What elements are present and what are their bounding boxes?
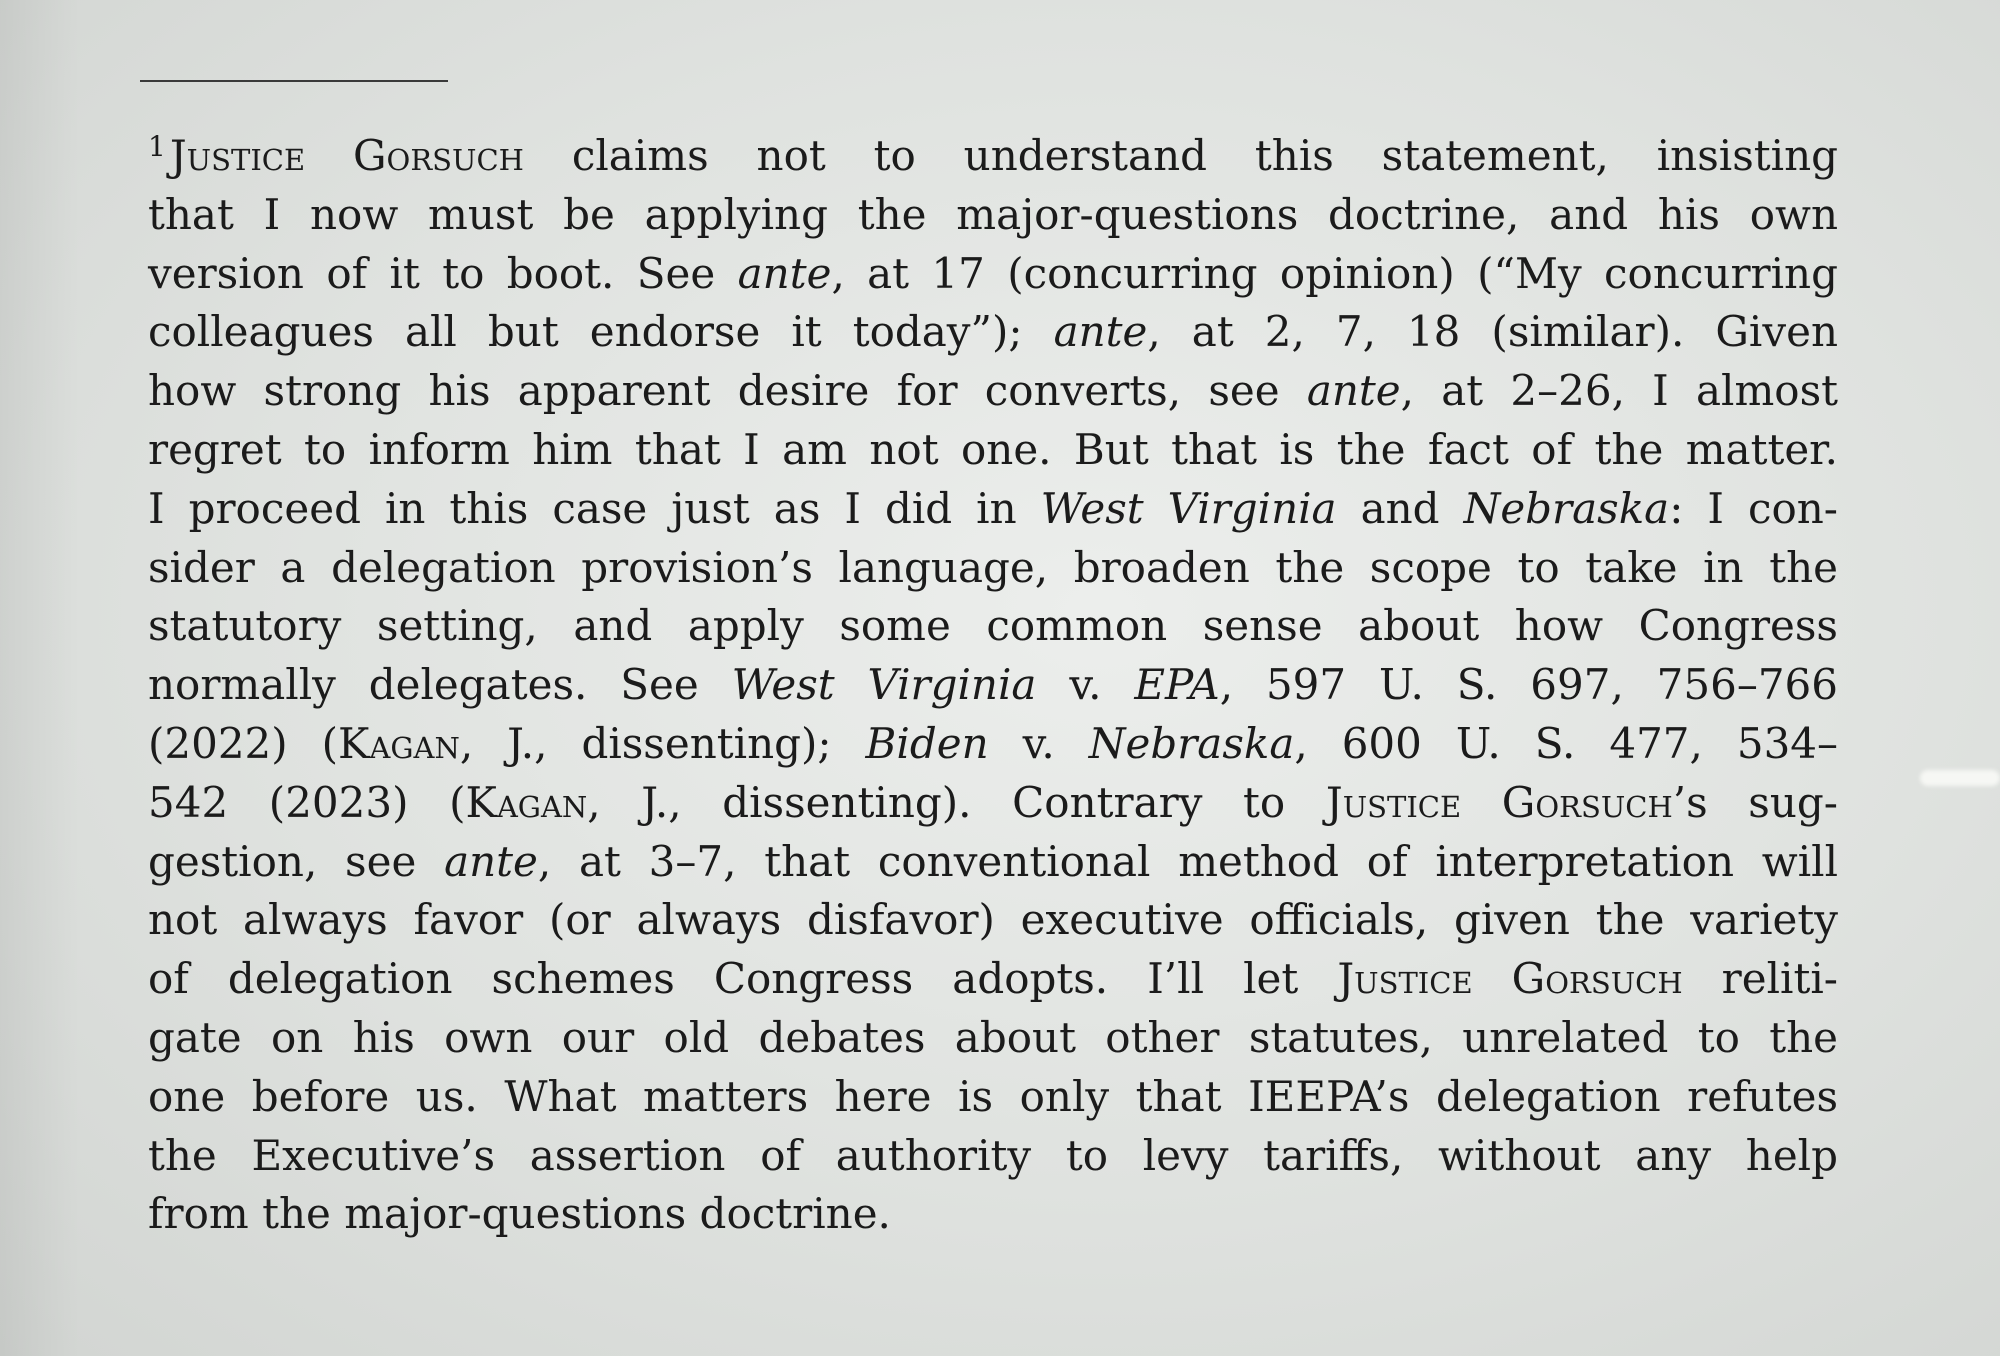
footnote-separator-rule — [140, 80, 448, 82]
text-run: one before us. What matters here is only that IEEPA’s delegation refutes — [148, 1071, 1838, 1121]
text-run: colleagues all but endorse it today”); — [148, 307, 1054, 357]
footnote-line — [148, 118, 1838, 186]
footnote — [148, 118, 1838, 1244]
text-run: sider a delegation provision’s language, broaden the scope to take in the — [148, 542, 1838, 592]
justice-name: Justice Gorsuch — [1325, 777, 1673, 827]
text-run: claims not to understand this statement, insisting — [523, 131, 1838, 180]
text-run: 542 (2023) ( — [148, 777, 466, 827]
text-run: not always favor (or always disfavor) executive officials, given the variety — [148, 895, 1838, 945]
justice-name: Kagan — [465, 777, 588, 827]
footnote-line — [148, 186, 1838, 245]
footnote-line — [148, 950, 1838, 1009]
justice-name: Justice Gorsuch — [169, 131, 524, 180]
text-run: and — [1336, 483, 1464, 533]
case-name: EPA — [1134, 660, 1220, 710]
footnote-line — [148, 362, 1838, 421]
footnote-line — [148, 421, 1838, 480]
text-run: gate on his own our old debates about other statutes, unrelated to the — [148, 1012, 1838, 1062]
footnote-number: 1 — [148, 130, 166, 163]
case-name: Biden — [865, 718, 989, 768]
text-run: from the major-questions doctrine. — [148, 1189, 891, 1239]
text-run: , at 2–26, I almost — [1400, 366, 1839, 416]
footnote-line — [148, 597, 1838, 656]
text-run: , 597 U. S. 697, 756–766 — [1219, 660, 1838, 710]
light-glare — [1920, 770, 2000, 786]
footnote-line — [148, 1185, 1838, 1244]
text-run: of delegation schemes Congress adopts. I’ll let — [148, 954, 1338, 1004]
text-run: , 600 U. S. 477, 534– — [1294, 718, 1839, 768]
case-name: Nebraska — [1463, 483, 1670, 533]
citation-signal: ante — [1053, 307, 1148, 357]
footnote-line — [148, 715, 1838, 774]
citation-signal: ante — [444, 836, 538, 886]
footnote-line — [148, 1009, 1838, 1068]
text-run: reliti- — [1682, 954, 1838, 1004]
text-run: the Executive’s assertion of authority to levy tariffs, without any help — [148, 1130, 1838, 1180]
footnote-line — [148, 480, 1838, 539]
footnote-line — [148, 539, 1838, 598]
text-run: how strong his apparent desire for converts, see — [148, 366, 1307, 416]
footnote-line — [148, 833, 1838, 892]
citation-signal: ante — [737, 248, 832, 298]
footnote-line — [148, 1127, 1838, 1186]
text-run: (2022) ( — [148, 718, 339, 768]
text-run: that I now must be applying the major-questions doctrine, and his own — [148, 189, 1838, 239]
footnote-line — [148, 303, 1838, 362]
text-run: ’s sug- — [1672, 777, 1838, 827]
text-run: , at 2, 7, 18 (similar). Given — [1147, 307, 1839, 357]
footnote-line — [148, 774, 1838, 833]
text-run: normally delegates. See — [148, 660, 732, 710]
text-run: , J., dissenting); — [459, 718, 866, 768]
text-run: v. — [1036, 660, 1135, 710]
footnote-line — [148, 1068, 1838, 1127]
case-name: West Virginia — [731, 660, 1037, 710]
text-run: , J., dissenting). Contrary to — [587, 777, 1326, 827]
case-name: West Virginia — [1040, 483, 1337, 533]
text-run: I proceed in this case just as I did in — [148, 483, 1041, 533]
footnote-line — [148, 891, 1838, 950]
text-run: statutory setting, and apply some common sense about how Congress — [148, 601, 1838, 651]
page-shadow — [0, 0, 80, 1356]
footnote-line — [148, 245, 1838, 304]
case-name: Nebraska — [1088, 718, 1295, 768]
text-run: gestion, see — [148, 836, 445, 886]
text-run: v. — [988, 718, 1089, 768]
text-run: : I con- — [1669, 483, 1838, 533]
text-run: , at 3–7, that conventional method of interpretation will — [537, 836, 1839, 886]
footnote-line — [148, 656, 1838, 715]
justice-name: Justice Gorsuch — [1337, 954, 1683, 1004]
justice-name: Kagan — [338, 718, 460, 768]
text-run: version of it to boot. See — [148, 248, 738, 298]
text-run: regret to inform him that I am not one. But that is the fact of the matter. — [148, 424, 1838, 474]
citation-signal: ante — [1306, 366, 1401, 416]
text-run: , at 17 (concurring opinion) (“My concurring — [831, 248, 1838, 298]
